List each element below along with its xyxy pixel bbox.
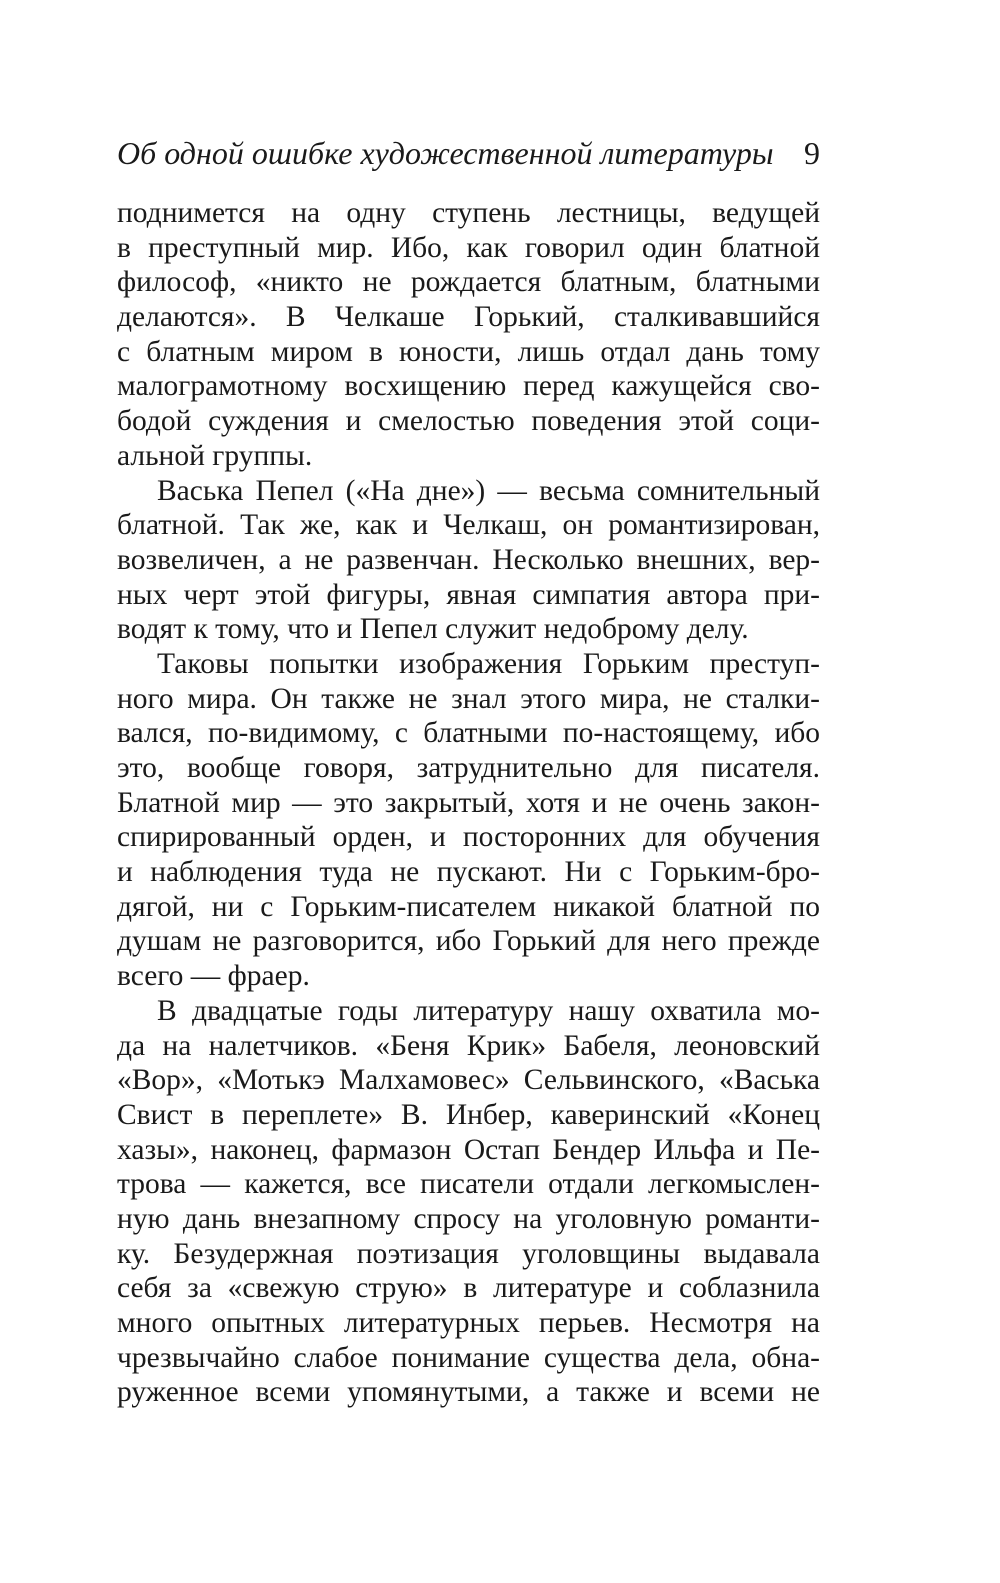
text-line: альной группы. — [117, 439, 313, 472]
paragraph — [117, 647, 820, 994]
text-line: трова — кажется, все писатели отдали легкомыслен- — [117, 1168, 820, 1201]
text-line: поднимется на одну ступень лестницы, ведущей — [117, 197, 820, 229]
text-line: Свист в переплете» В. Инбер, каверинский «Конец — [117, 1098, 820, 1131]
text-line: это, вообще говоря, затруднительно для писателя. — [117, 752, 820, 784]
text-line: ных черт этой фигуры, явная симпатия автора при- — [117, 578, 820, 611]
text-line: всего — фраер. — [117, 960, 310, 993]
text-line: возвеличен, а не развенчан. Несколько внешних, вер- — [117, 543, 820, 576]
text-line: в преступный мир. Ибо, как говорил один блатной — [117, 231, 820, 264]
text-line: Таковы попытки изображения Горьким преступ- — [157, 647, 820, 680]
page-header — [117, 131, 820, 181]
running-title: Об одной ошибке художественной литературы — [117, 135, 774, 171]
text-line: водят к тому, что и Пепел служит недоброму делу. — [117, 613, 749, 646]
text-line: малограмотному восхищению перед кажущейся сво- — [117, 370, 820, 403]
text-line: Блатной мир — это закрытый, хотя и не очень закон- — [117, 786, 820, 819]
text-line: спирированный орден, и посторонних для обучения — [117, 821, 820, 854]
paragraph — [117, 994, 820, 1410]
text-line: с блатным миром в юности, лишь отдал дань тому — [117, 335, 820, 368]
text-line: философ, «никто не рождается блатным, блатными — [117, 266, 820, 299]
text-line: и наблюдения туда не пускают. Ни с Горьким-бро- — [117, 856, 820, 889]
text-line: В двадцатые годы литературу нашу охватила мо- — [157, 994, 820, 1027]
text-line: ную дань внезапному спросу на уголовную романти- — [117, 1202, 820, 1235]
paragraph — [117, 196, 820, 474]
text-line: вался, по-видимому, с блатными по-настоящему, ибо — [117, 717, 820, 750]
page-number: 9 — [804, 135, 820, 171]
text-line: делаются». В Челкаше Горький, сталкивавшийся — [117, 301, 820, 334]
text-line: душам не разговорится, ибо Горький для него прежде — [117, 925, 820, 958]
text-line: ку. Безудержная поэтизация уголовщины выдавала — [117, 1237, 820, 1270]
text-line: ного мира. Он также не знал этого мира, не сталки- — [117, 682, 820, 715]
text-line: себя за «свежую струю» в литературе и соблазнила — [117, 1272, 820, 1305]
text-line: чрезвычайно слабое понимание существа дела, обна- — [117, 1341, 820, 1374]
text-line: да на налетчиков. «Беня Крик» Бабеля, леоновский — [117, 1029, 820, 1062]
body-text — [117, 196, 820, 1410]
text-line: «Вор», «Мотькэ Малхамовес» Сельвинского, «Васька — [117, 1064, 820, 1097]
text-line: много опытных литературных перьев. Несмотря на — [117, 1307, 820, 1339]
text-line: Васька Пепел («На дне») — весьма сомнительный — [157, 474, 820, 507]
text-line: дягой, ни с Горьким-писателем никакой блатной по — [117, 890, 820, 923]
text-line: бодой суждения и смелостью поведения этой соци- — [117, 405, 820, 438]
text-line: блатной. Так же, как и Челкаш, он романтизирован, — [117, 509, 820, 542]
text-line: хазы», наконец, фармазон Остап Бендер Ильфа и Пе- — [117, 1133, 820, 1166]
text-line: руженное всеми упомянутыми, а также и всеми не — [117, 1376, 820, 1409]
paragraph — [117, 474, 820, 647]
